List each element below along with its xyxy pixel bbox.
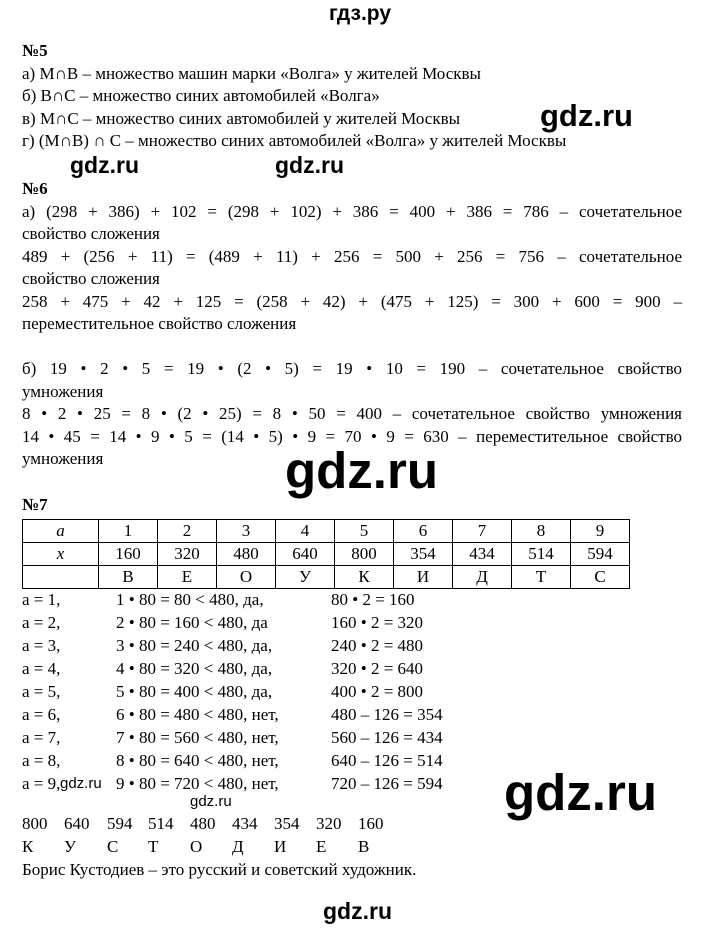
table-cell: 354	[394, 543, 453, 566]
task6-line: умножения	[22, 381, 104, 401]
table-cell: 2	[158, 520, 217, 543]
answer-letter: И	[274, 837, 287, 856]
watermark-text: gdz.ru	[190, 793, 232, 810]
answer-number: 354	[274, 814, 300, 833]
table-row-a	[23, 520, 630, 543]
task6-line: 258 + 475 + 42 + 125 = (258 + 42) + (475 + 125) = 300 + 600 = 900 –	[22, 291, 682, 311]
answer-letter: С	[107, 837, 119, 856]
table-cell: И	[394, 566, 453, 589]
calc-result: 400 • 2 = 800	[331, 682, 424, 701]
calc-result: 560 – 126 = 434	[331, 728, 443, 747]
table-cell: 594	[571, 543, 630, 566]
calc-check: 4 • 80 = 320 < 480, да,	[116, 659, 273, 678]
table-cell: 320	[158, 543, 217, 566]
table-cell: 1	[99, 520, 158, 543]
task6-line: 14 • 45 = 14 • 9 • 5 = (14 • 5) • 9 = 70 • 9 = 630 – переместительное свойство	[22, 426, 682, 446]
task5-line-d: г) (M∩B) ∩ C – множество синих автомобилей «Волга» у жителей Москвы	[22, 131, 567, 150]
answer-letter: О	[190, 837, 203, 856]
task6-spacer	[22, 336, 682, 359]
calc-check: 9 • 80 = 720 < 480, нет,	[116, 774, 279, 793]
table-cell: 4	[276, 520, 335, 543]
watermark-text: gdz.ru	[323, 898, 392, 924]
answer-letter: Д	[232, 837, 244, 856]
table-row-letters	[23, 566, 630, 589]
table-header-x: x	[23, 543, 99, 566]
task6-line: свойство сложения	[22, 269, 160, 288]
calc-a: a = 6,	[22, 705, 61, 724]
conclusion-text: Борис Кустодиев – это русский и советский художник.	[22, 860, 417, 879]
watermark-text: gdz.ru	[275, 152, 344, 178]
calc-a: a = 5,	[22, 682, 61, 701]
table-header-letters	[23, 566, 99, 589]
watermark-text: gdz.ru	[70, 152, 139, 178]
task6-line: умножения	[22, 449, 104, 468]
calc-result: 640 – 126 = 514	[331, 751, 443, 770]
calc-result: 320 • 2 = 640	[331, 659, 424, 678]
answer-number: 160	[358, 814, 384, 833]
task6-line: а) (298 + 386) + 102 = (298 + 102) + 386 = 400 + 386 = 786 – сочетательное	[22, 201, 682, 221]
table-cell: У	[276, 566, 335, 589]
table-cell: 5	[335, 520, 394, 543]
task5-line-c: в) M∩C – множество синих автомобилей у жителей Москвы	[22, 108, 461, 128]
task6-title: №6	[22, 179, 48, 198]
answer-number: 594	[107, 814, 133, 833]
calc-check: 5 • 80 = 400 < 480, да,	[116, 682, 273, 701]
task5-line-b: б) B∩C – множество синих автомобилей «Волга»	[22, 86, 380, 105]
calc-result: 160 • 2 = 320	[331, 613, 424, 632]
answer-number: 800	[22, 814, 48, 833]
calc-a: a = 2,	[22, 613, 61, 632]
table-cell: Т	[512, 566, 571, 589]
answer-number: 434	[232, 814, 258, 833]
answer-letter: Т	[148, 837, 159, 856]
answer-number: 514	[148, 814, 174, 833]
calc-a: a = 7,	[22, 728, 61, 747]
answer-number: 480	[190, 814, 216, 833]
calc-check: 6 • 80 = 480 < 480, нет,	[116, 705, 279, 724]
site-title: гдз.ру	[328, 2, 392, 25]
calc-check: 1 • 80 = 80 < 480, да,	[116, 590, 264, 609]
table-cell: 480	[217, 543, 276, 566]
task6-line: 489 + (256 + 11) = (489 + 11) + 256 = 500 + 256 = 756 – сочетательное	[22, 246, 682, 266]
task7-title: №7	[22, 495, 48, 514]
task5-line-a: а) M∩B – множество машин марки «Волга» у жителей Москвы	[22, 63, 481, 83]
task5-section	[22, 40, 682, 153]
watermark-text: gdz.ru	[285, 442, 438, 499]
answer-letter: К	[22, 837, 34, 856]
calc-a: a = 9,	[22, 774, 61, 793]
calc-check: 2 • 80 = 160 < 480, да	[116, 613, 268, 632]
calc-a: a = 1,	[22, 590, 61, 609]
table-row-x	[23, 543, 630, 566]
calc-check: 8 • 80 = 640 < 480, нет,	[116, 751, 279, 770]
task5-title: №5	[22, 41, 48, 60]
answer-number: 640	[64, 814, 90, 833]
table-cell: 9	[571, 520, 630, 543]
watermark-text: gdz.ru	[504, 764, 657, 821]
table-cell: 8	[512, 520, 571, 543]
watermark-text: gdz.ru	[540, 98, 633, 133]
calc-check: 7 • 80 = 560 < 480, нет,	[116, 728, 279, 747]
table-cell: 640	[276, 543, 335, 566]
answer-letter: В	[358, 837, 370, 856]
task6-line: б) 19 • 2 • 5 = 19 • (2 • 5) = 19 • 10 = 190 – сочетательное свойство	[22, 359, 682, 378]
calc-a: a = 3,	[22, 636, 61, 655]
calc-result: 720 – 126 = 594	[331, 774, 443, 793]
calc-result: 80 • 2 = 160	[331, 590, 415, 609]
table-cell: О	[217, 566, 276, 589]
table-cell: 6	[394, 520, 453, 543]
task6-line: переместительное свойство сложения	[22, 314, 297, 333]
calc-a: a = 8,	[22, 751, 61, 770]
table-cell: С	[571, 566, 630, 589]
answer-number: 320	[316, 814, 342, 833]
table-cell: 514	[512, 543, 571, 566]
table-cell: 800	[335, 543, 394, 566]
table-cell: 3	[217, 520, 276, 543]
table-cell: В	[99, 566, 158, 589]
table-cell: К	[335, 566, 394, 589]
table-cell: Д	[453, 566, 512, 589]
calc-result: 240 • 2 = 480	[331, 636, 424, 655]
table-cell: 434	[453, 543, 512, 566]
task7-table	[22, 519, 630, 589]
calc-result: 480 – 126 = 354	[331, 705, 443, 724]
table-header-a: a	[23, 520, 99, 543]
task6-section	[22, 178, 682, 471]
answer-letter: Е	[316, 837, 327, 856]
task6-line: 8 • 2 • 25 = 8 • (2 • 25) = 8 • 50 = 400 – сочетательное свойство умножения	[22, 404, 682, 423]
watermark-text: gdz.ru	[60, 775, 102, 792]
task6-line: свойство сложения	[22, 224, 160, 243]
table-cell: Е	[158, 566, 217, 589]
calc-a: a = 4,	[22, 659, 61, 678]
calc-check: 3 • 80 = 240 < 480, да,	[116, 636, 273, 655]
table-cell: 7	[453, 520, 512, 543]
answer-letter: У	[64, 837, 77, 856]
table-cell: 160	[99, 543, 158, 566]
